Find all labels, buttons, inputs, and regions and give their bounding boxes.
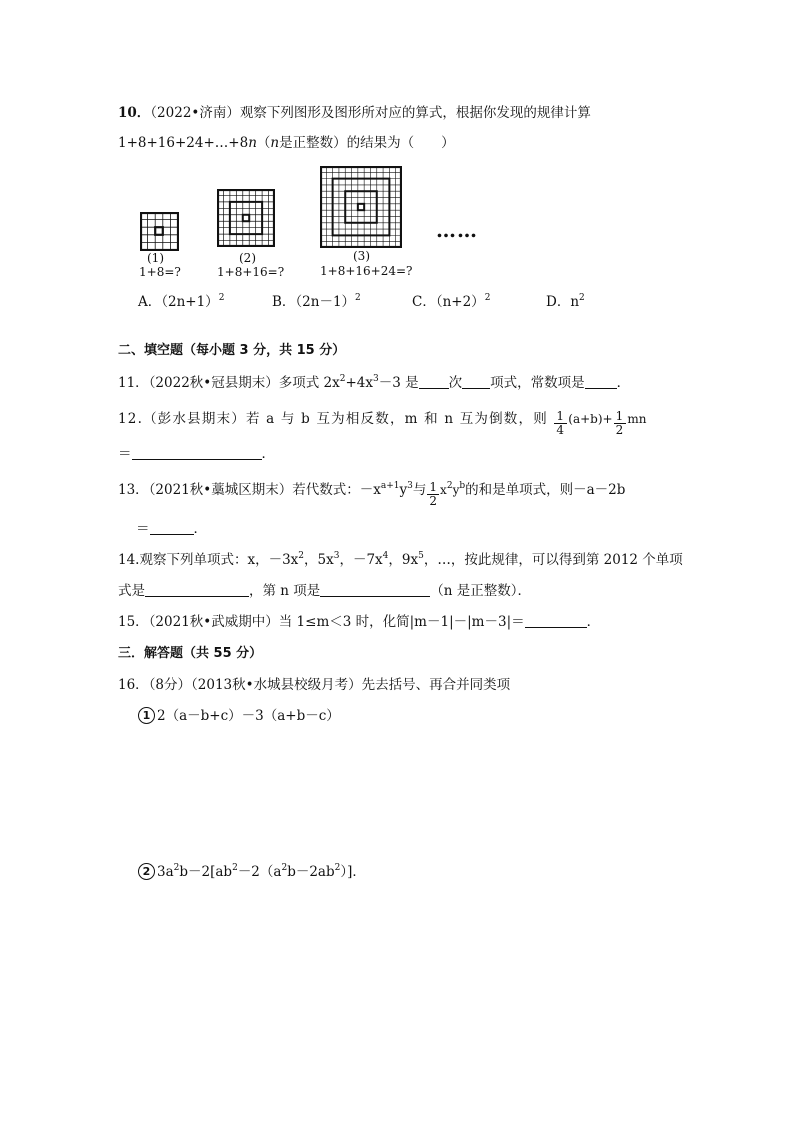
q13-fraction: $\frac{1}{2}$ (429, 480, 438, 508)
q13-eq: ＝ (136, 521, 150, 537)
q12-line2 (118, 444, 275, 464)
q12-fraction-2: $\frac{1}{2}$ (615, 409, 625, 437)
q11-blank-1[interactable] (419, 374, 449, 389)
q11-xiang: 项式，常数项是 (490, 375, 585, 391)
q16-p2c: －2（a (237, 864, 282, 880)
q10-n2: n (270, 135, 280, 151)
q10-option-d-text: D．n (546, 294, 580, 310)
q11-text: 多项式 2x (278, 375, 340, 391)
q11-ci: 次 (448, 375, 463, 391)
q12-text: 若 a 与 b 互为相反数，m 和 n 互为倒数，则 (245, 411, 548, 427)
q14-line2c: （n 是正整数）． (430, 583, 532, 599)
q13-exb: b (459, 481, 466, 491)
q10-n: n (248, 135, 257, 151)
q10-figure-3 (320, 166, 402, 248)
q10-fig2-label: (2) (239, 251, 256, 265)
q10-figure-2 (217, 189, 275, 247)
q16-text: 先去括号、再合并同类项 (361, 677, 511, 693)
q10-line1 (118, 103, 591, 123)
q10-figure-1 (140, 212, 179, 251)
q13-with: 与 (412, 482, 427, 498)
q14-t4: ，9x (388, 552, 419, 568)
q10-fig1-label: (1) (147, 251, 164, 265)
q14-line2 (118, 581, 531, 601)
q10-option-c-exp: 2 (484, 293, 491, 303)
q13-text: 若代数式：－x (292, 482, 381, 498)
q12-blank[interactable] (132, 445, 262, 460)
q13-rest: 的和是单项式，则－a－2b (465, 482, 626, 498)
q15-end: ． (586, 614, 601, 630)
q10-fig2-expr: 1+8+16=? (217, 265, 285, 279)
q16-number: 16． (118, 677, 149, 693)
q10-option-c (412, 290, 490, 310)
q13-ex2: 2 (446, 481, 453, 491)
q12-line1 (118, 409, 647, 437)
q16-p2e: ）]． (340, 864, 366, 880)
q16-p2a: 3a (157, 864, 174, 880)
q14-line2b: ，第 n 项是 (249, 583, 321, 599)
circled-one-icon: 1 (138, 707, 155, 724)
q10-option-b-text: B．（2n－1） (272, 294, 356, 310)
q13-y: y (399, 482, 408, 498)
q10-text2c: 是正整数）的结果为（ ） (279, 135, 455, 151)
q12-eq: ＝ (118, 446, 132, 462)
q12-number: 12. (118, 411, 144, 427)
q10-ellipsis: …… (436, 218, 478, 242)
q14-t5: ，…，按此规律，可以得到第 2012 个单项 (423, 552, 683, 568)
circled-two-icon: 2 (138, 863, 155, 880)
q14-t3: ，－7x (339, 552, 383, 568)
q12-fraction-1: $\frac{1}{4}$ (556, 409, 566, 437)
q11-rest: －3 是 (378, 375, 419, 391)
q16-p2d: b－2ab (287, 864, 335, 880)
q11-source: （2022秋•冠县期末） (148, 375, 279, 391)
section-3-title: 三．解答题（共 55 分） (118, 646, 263, 661)
q14-blank-2[interactable] (320, 582, 430, 597)
q14-t2: ，5x (304, 552, 334, 568)
q10-option-b-exp: 2 (355, 293, 361, 303)
q11-blank-3[interactable] (585, 374, 617, 389)
q12-ab: (a+b)+ (568, 412, 613, 426)
q10-paren: （ (256, 135, 271, 151)
q13-line1 (118, 480, 625, 508)
q13-yb: y (452, 483, 460, 497)
q10-sum-expr: 1+8+16+24+…+8 (118, 135, 249, 151)
q16-part-2: 2 $3a^2b-2[ab^2-2(a^2b-2ab^2)]$． (138, 862, 366, 882)
q15-blank[interactable] (525, 613, 587, 628)
q16 (118, 675, 510, 695)
q16-source: （2013秋•水城县校级月考） (191, 677, 362, 693)
q14-line1: 14.观察下列单项式：x，$-3x^2$，$5x^3$，$-7x^4$，$9x^5$，…，按此规律，可以得到第 2012 个单项 (118, 551, 683, 568)
q10-fig3-expr: 1+8+16+24=? (320, 264, 413, 278)
q10-option-c-text: C．（n+2） (412, 294, 485, 310)
q13-number: 13． (118, 482, 149, 498)
q13-blank[interactable] (150, 520, 194, 535)
q10-option-d (546, 290, 585, 310)
q10-option-a-text: A．（2n+1） (138, 294, 219, 310)
q10-option-a (138, 290, 224, 310)
q10-source: （2022•济南） (150, 105, 240, 121)
q10-line2 (118, 133, 455, 153)
q13-source: （2021秋•藁城区期末） (148, 482, 293, 498)
q10-option-d-exp: 2 (579, 293, 585, 303)
q12-mn: mn (627, 412, 647, 426)
q10-option-b (272, 290, 361, 310)
q16-score: （8分） (148, 677, 192, 693)
q16-part-1 (138, 706, 340, 726)
q15 (118, 612, 600, 632)
q10-fig1-expr: 1+8=? (139, 265, 181, 279)
q14-blank-1[interactable] (145, 582, 249, 597)
q11: 11．（2022秋•冠县期末）多项式 $2x^2+4x^3-3$ 是 次 项式，常数项是 ． (118, 374, 631, 391)
q11-end: ． (616, 375, 631, 391)
q14-text: 14.观察下列单项式：x，－3x (118, 552, 299, 568)
q12-end: ． (261, 446, 275, 462)
q13-x2: x (440, 483, 447, 497)
q16-p2b: b－2[ab (179, 864, 233, 880)
q11-number: 11． (118, 375, 149, 391)
section-2-title: 二、填空题（每小题 3 分，共 15 分） (118, 343, 346, 358)
q13-end: ． (193, 521, 207, 537)
q10-text1: 观察下列图形及图形所对应的算式，根据你发现的规律计算 (239, 105, 591, 121)
q10-option-a-exp: 2 (218, 293, 225, 303)
q10-fig3-label: (3) (353, 249, 370, 263)
q11-mid: +4x (345, 375, 374, 391)
q14-line2a: 式是 (118, 583, 145, 599)
q13-exp2: 3 (407, 481, 413, 491)
q12-source: （彭水县期末） (143, 411, 246, 427)
q11-blank-2[interactable] (462, 374, 490, 389)
q15-source: （2021秋•武威期中） (148, 614, 279, 630)
q13-exp1: a+1 (380, 481, 400, 491)
q10-number: 10． (118, 105, 151, 121)
q15-number: 15． (118, 614, 149, 630)
q15-text: 当 1≤m＜3 时，化简|m－1|－|m－3|＝ (278, 614, 525, 630)
q16-part-1-expr: 2（a－b+c）－3（a+b－c） (157, 708, 340, 724)
q13-line2 (136, 519, 207, 539)
